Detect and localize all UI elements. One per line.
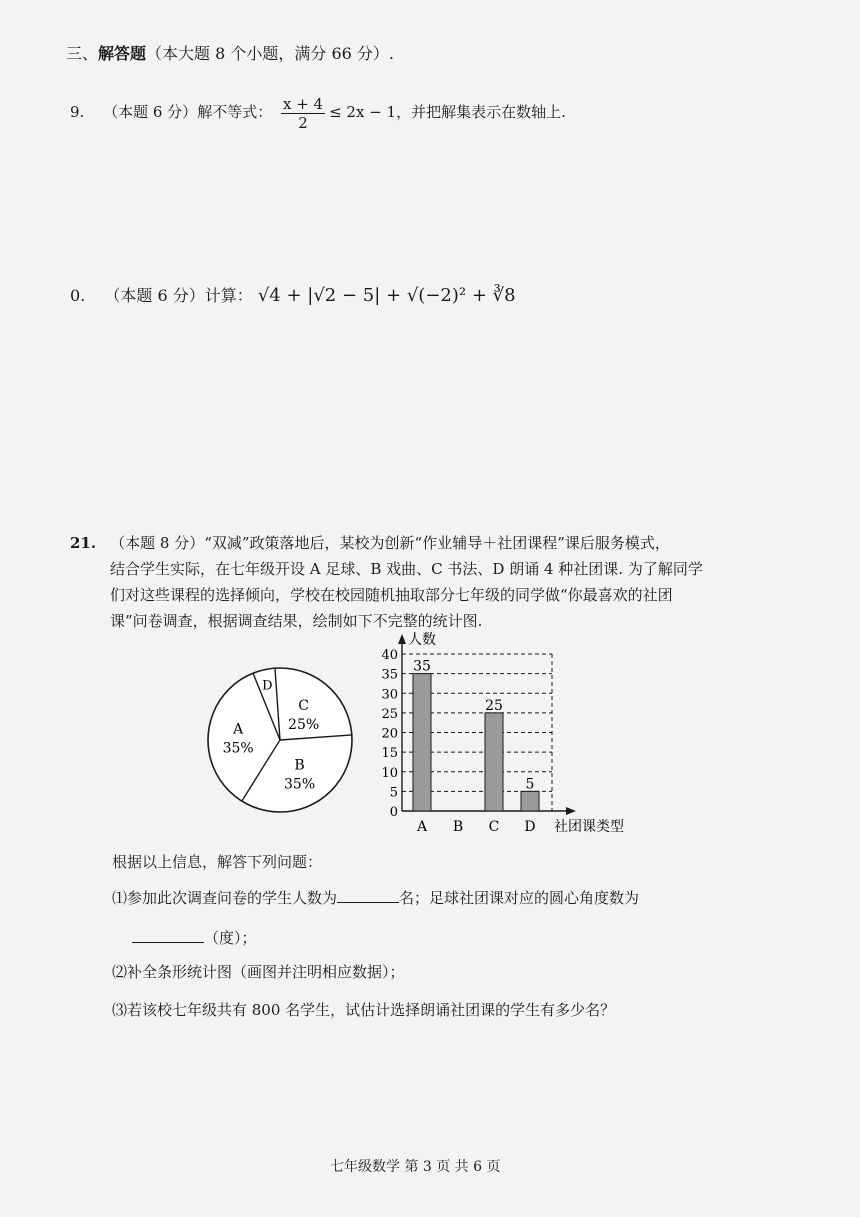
answer-blank-angle[interactable] <box>132 928 204 943</box>
bar-d <box>521 791 539 811</box>
x-axis-arrow <box>566 807 576 815</box>
y-tick-label: 15 <box>381 746 398 762</box>
question-tail: ，并把解集表示在数轴上. <box>396 103 566 121</box>
subquestion-1-text-a: ⑴参加此次调查问卷的学生人数为 <box>112 889 338 907</box>
x-axis-label: 社团课类型 <box>554 819 624 835</box>
subquestion-1 <box>112 888 639 908</box>
page-footer: 七年级数学 第 3 页 共 6 页 <box>330 1159 501 1175</box>
y-tick-label: 40 <box>381 648 398 663</box>
y-tick-label: 25 <box>381 706 398 722</box>
question-text-line: 结合学生实际，在七年级开设 A 足球、B 戏曲、C 书法、D 朗诵 4 种社团课. 为了解同学 <box>110 560 703 578</box>
bar-chart <box>360 628 650 843</box>
bar-c <box>485 713 503 811</box>
x-tick-label: C <box>488 819 500 835</box>
answer-blank-count[interactable] <box>337 888 399 903</box>
y-tick-label: 20 <box>381 726 398 742</box>
pie-percent-b: 35% <box>284 776 316 793</box>
y-tick-label: 5 <box>389 785 398 801</box>
inequality-rhs: ≤ 2x − 1 <box>329 103 397 121</box>
x-tick-label: D <box>524 819 536 835</box>
pie-label-d: D <box>262 678 273 694</box>
pie-label-b: B <box>294 757 305 774</box>
question-text-line: “双减”政策落地后，某校为创新“作业辅导＋社团课程”课后服务模式， <box>204 534 670 552</box>
fraction-denominator: 2 <box>298 113 308 132</box>
question-number: 0. <box>70 286 86 305</box>
question-instruction: 计算： <box>204 286 253 305</box>
question-20 <box>70 286 516 306</box>
fraction-numerator: x + 4 <box>282 94 324 113</box>
pie-label-c: C <box>298 697 309 714</box>
y-axis-label: 人数 <box>408 632 436 648</box>
fraction <box>281 95 325 132</box>
x-tick-label: A <box>416 819 428 835</box>
question-number: 21. <box>70 534 97 552</box>
data-label-c: 25 <box>485 697 503 714</box>
y-tick-label: 30 <box>381 687 398 703</box>
question-points: （本题 6 分） <box>104 286 205 305</box>
question-text-line: 们对这些课程的选择倾向，学校在校园随机抽取部分七年级的同学做“你最喜欢的社团 <box>110 586 673 604</box>
subquestion-1-text-b: 名；足球社团课对应的圆心角度数为 <box>399 889 640 907</box>
question-number: 9. <box>70 103 85 121</box>
question-points: （本题 8 分） <box>110 534 205 552</box>
pie-label-a: A <box>233 721 244 738</box>
section-note: （本大题 8 个小题，满分 66 分）. <box>146 44 395 63</box>
bar-a <box>413 674 431 811</box>
data-label-a: 35 <box>413 658 431 675</box>
subquestion-3: ⑶若该校七年级共有 800 名学生，试估计选择朗诵社团课的学生有多少名？ <box>112 1001 616 1019</box>
subquestion-1-text-c: （度）； <box>204 929 257 947</box>
question-instruction: 解不等式： <box>197 103 273 121</box>
y-tick-label: 10 <box>381 765 398 781</box>
pie-chart <box>200 660 360 820</box>
subquestion-intro: 根据以上信息，解答下列问题： <box>112 853 323 871</box>
math-expression: √4 + |√2 − 5| + √(−2)² + ∛8 <box>257 285 516 306</box>
x-tick-label: B <box>452 819 464 835</box>
data-label-d: 5 <box>525 776 535 793</box>
question-21 <box>70 530 770 634</box>
pie-percent-c: 25% <box>288 716 320 733</box>
question-text-line: 课”问卷调查，根据调查结果，绘制如下不完整的统计图. <box>110 612 483 630</box>
question-19 <box>70 92 566 132</box>
pie-percent-a: 35% <box>222 740 254 757</box>
subquestion-1-cont <box>132 928 257 948</box>
section-title: 解答题 <box>98 44 147 63</box>
question-points: （本题 6 分） <box>103 103 198 121</box>
y-tick-label: 35 <box>381 667 398 683</box>
subquestion-2: ⑵补全条形统计图（画图并注明相应数据）； <box>112 963 405 981</box>
section-header <box>66 44 394 64</box>
y-tick-label: 0 <box>389 805 398 820</box>
section-marker: 三、 <box>66 44 99 63</box>
y-axis-arrow <box>398 634 406 644</box>
